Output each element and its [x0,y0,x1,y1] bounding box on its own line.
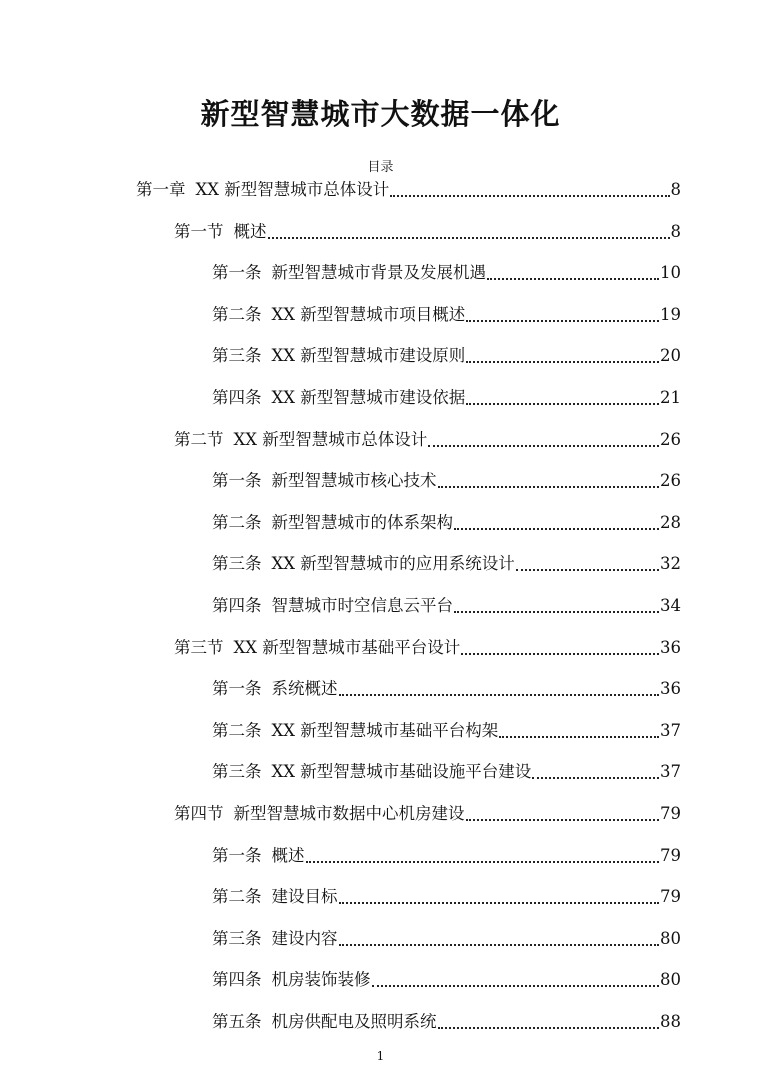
toc-entry-text: XX 新型智慧城市的应用系统设计 [271,554,515,574]
toc-entry-label [212,969,371,991]
toc-entry[interactable] [212,882,681,908]
toc-entry-page: 26 [660,471,681,491]
toc-entry-label [212,720,498,742]
toc-entry-label [212,345,465,367]
toc-entry-label [212,595,453,617]
toc-entry[interactable] [174,217,681,243]
toc-entry-text: 智慧城市时空信息云平台 [271,596,453,615]
toc-entry[interactable] [212,508,681,534]
toc-entry-label [212,304,465,326]
toc-entry-text: XX 新型智慧城市基础平台设计 [233,637,461,657]
toc-entry-page: 79 [660,887,681,907]
toc-entry-text: XX 新型智慧城市基础设施平台建设 [271,762,532,782]
toc-entry[interactable] [212,716,681,742]
toc-leader-dots [466,402,659,405]
toc-entry-number: 第二条 [212,512,262,532]
toc-entry-page: 88 [660,1012,681,1031]
toc-leader-dots [438,485,660,488]
toc-entry-number: 第四节 [174,804,224,823]
toc-entry-number: 第五条 [212,1012,262,1031]
toc-entry-text: 新型智慧城市核心技术 [271,471,437,491]
toc-entry-text: 新型智慧城市数据中心机房建设 [233,804,465,823]
toc-entry-label [174,429,427,451]
toc-entry-label [212,387,465,409]
toc-leader-dots [339,943,660,946]
toc-entry-label [212,262,486,284]
toc-entry-label [212,470,437,492]
toc-entry-number: 第二条 [212,304,262,324]
toc-leader-dots [438,1026,660,1029]
toc-leader-dots [454,527,659,530]
toc-entry[interactable] [174,633,681,659]
toc-leader-dots [339,693,660,696]
toc-entry[interactable] [212,757,681,783]
toc-entry-page: 34 [660,596,681,615]
toc-entry-label [212,761,531,783]
toc-leader-dots [466,319,659,322]
toc-entry-page: 79 [660,804,681,823]
toc-entry-text: 系统概述 [271,679,338,699]
toc-entry-page: 21 [660,388,681,407]
toc-entry-label [174,221,267,243]
toc-entry[interactable] [212,549,681,575]
toc-entry-number: 第四条 [212,970,262,990]
toc-entry[interactable] [212,341,681,367]
toc-entry-number: 第三节 [174,637,224,657]
toc-entry-text: XX 新型智慧城市项目概述 [271,304,466,324]
toc-entry-label [212,845,305,867]
toc-entry-page: 36 [660,679,681,699]
toc-leader-dots [339,901,660,904]
toc-entry-label [174,803,465,825]
document-title: 新型智慧城市大数据一体化 [200,97,561,131]
toc-entry-number: 第一条 [212,679,262,699]
toc-entry-text: 概述 [271,845,305,865]
toc-entry-text: 新型智慧城市的体系架构 [271,512,453,532]
toc-entry-label [212,928,338,950]
toc-entry-text: 概述 [233,221,267,241]
toc-entry-number: 第三条 [212,346,262,366]
toc-entry-number: 第二条 [212,887,262,907]
toc-leader-dots [499,735,659,738]
toc-entry-text: XX 新型智慧城市建设依据 [271,388,466,407]
toc-leader-dots [390,194,669,197]
toc-entry-page: 36 [660,637,681,657]
toc-entry-number: 第三条 [212,554,262,574]
toc-leader-dots [428,444,659,447]
toc-entry-text: 建设内容 [271,928,338,948]
toc-leader-dots [306,860,660,863]
toc-entry[interactable] [212,841,681,867]
toc-entry-page: 37 [660,720,681,740]
toc-entry[interactable] [212,466,681,492]
toc-entry-number: 第四条 [212,388,262,407]
toc-entry-page: 32 [660,554,681,574]
toc-entry-page: 8 [670,221,681,241]
toc-entry-page: 80 [660,928,681,948]
toc-entry-page: 20 [660,346,681,366]
toc-entry-page: 37 [660,762,681,782]
toc-entry-number: 第四条 [212,596,262,615]
toc-leader-dots [487,277,659,280]
toc-entry-number: 第三条 [212,928,262,948]
toc-entry[interactable] [212,383,681,409]
toc-leader-dots [461,652,659,655]
toc-entry-page: 80 [660,970,681,990]
toc-entry[interactable] [212,674,681,700]
toc-entry[interactable] [212,258,681,284]
toc-entry[interactable] [212,965,681,991]
toc-entry-number: 第一节 [174,221,224,241]
toc-entry-text: 机房供配电及照明系统 [271,1012,437,1031]
toc-entry-label [212,678,338,700]
page-number: 1 [376,1049,385,1063]
toc-entry-text: XX 新型智慧城市总体设计 [233,429,428,449]
toc-entry[interactable] [174,425,681,451]
toc-entry-label [212,553,515,575]
toc-entry-text: 机房装饰装修 [271,970,371,990]
toc-entry-number: 第一条 [212,471,262,491]
toc-entry-text: XX 新型智慧城市基础平台构架 [271,720,499,740]
toc-entry-page: 26 [660,429,681,449]
toc-heading: 目录 [367,160,394,175]
toc-entry-text: XX 新型智慧城市建设原则 [271,346,466,366]
toc-leader-dots [466,360,659,363]
toc-entry[interactable] [212,300,681,326]
toc-entry-text: XX 新型智慧城市总体设计 [195,180,390,199]
toc-entry-label [212,1011,437,1033]
toc-entry-number: 第三条 [212,762,262,782]
toc-entry-page: 10 [660,263,681,283]
toc-entry-text: 新型智慧城市背景及发展机遇 [271,263,486,283]
toc-leader-dots [268,236,670,239]
toc-leader-dots [372,984,660,987]
toc-entry-number: 第一条 [212,845,262,865]
toc-entry-page: 28 [660,512,681,532]
toc-entry-number: 第一条 [212,263,262,283]
toc-entry-text: 建设目标 [271,887,338,907]
toc-entry-label [212,886,338,908]
toc-leader-dots [516,568,659,571]
toc-entry-number: 第二节 [174,429,224,449]
toc-entry[interactable] [212,924,681,950]
toc-entry-page: 79 [660,845,681,865]
toc-leader-dots [532,776,659,779]
toc-entry-number: 第二条 [212,720,262,740]
toc-entry[interactable] [212,1007,681,1033]
toc-entry-number: 第一章 [136,180,186,199]
toc-entry-page: 19 [660,304,681,324]
toc-entry-label [212,512,453,534]
toc-entry[interactable] [136,175,681,201]
toc-leader-dots [454,610,659,613]
toc-leader-dots [466,818,660,821]
toc-entry-label [174,637,460,659]
toc-entry[interactable] [174,799,681,825]
toc-entry-label [136,179,389,201]
toc-entry-page: 8 [670,180,681,199]
toc-entry[interactable] [212,591,681,617]
